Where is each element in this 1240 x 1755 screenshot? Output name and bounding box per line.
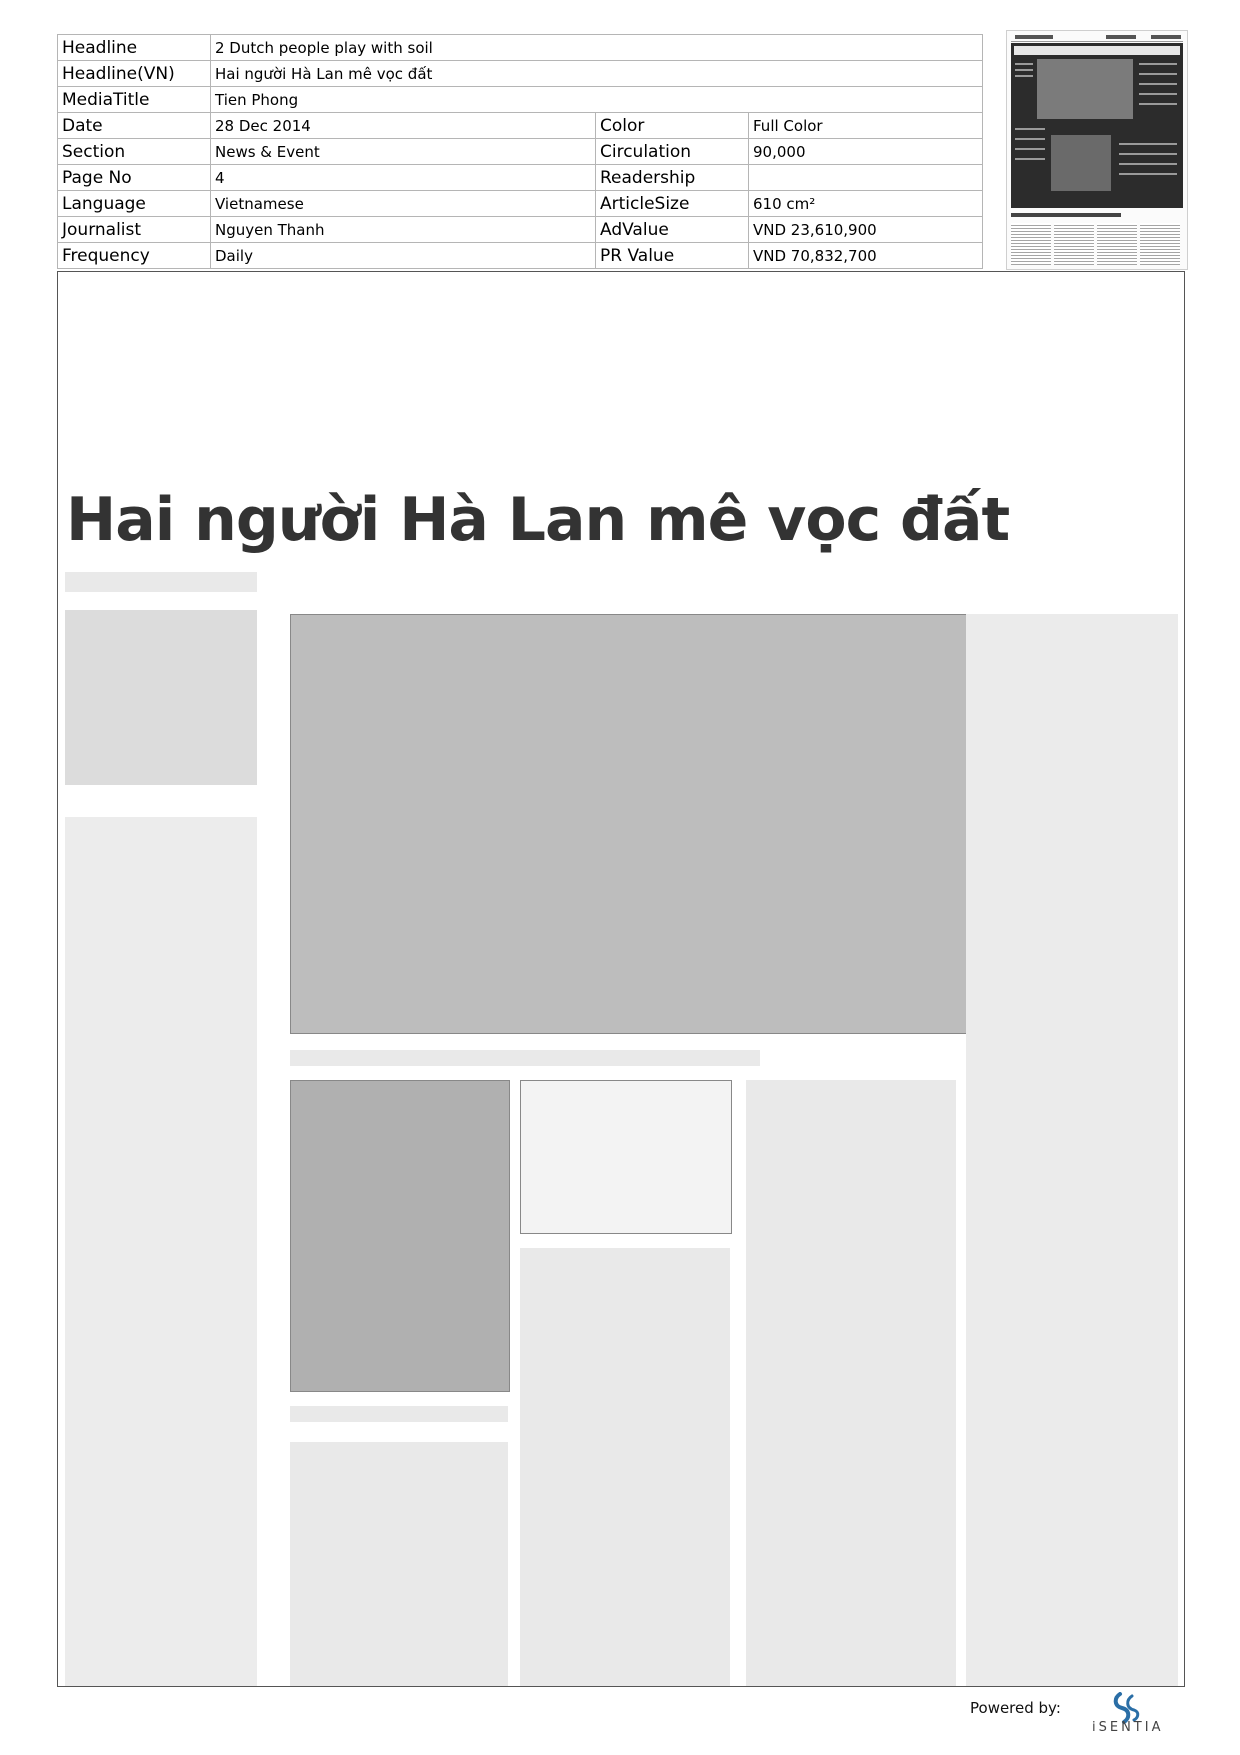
section-label: Section <box>58 139 211 165</box>
journalist-label: Journalist <box>58 217 211 243</box>
circulation-label: Circulation <box>596 139 749 165</box>
thumbnail-photo <box>1037 59 1133 119</box>
thumbnail-headline-bar <box>1014 46 1180 55</box>
circulation-value: 90,000 <box>749 139 983 165</box>
color-label: Color <box>596 113 749 139</box>
ad-value-label: AdValue <box>596 217 749 243</box>
thumbnail-text-column <box>1097 223 1137 265</box>
row-frequency <box>58 243 983 269</box>
language-value: Vietnamese <box>211 191 596 217</box>
headline-vn-label: Headline(VN) <box>58 61 211 87</box>
article-size-value: 610 cm² <box>749 191 983 217</box>
article-column-1-text <box>65 817 257 1687</box>
article-column-3-text <box>520 1248 730 1687</box>
row-headline-vn <box>58 61 983 87</box>
row-media-title <box>58 87 983 113</box>
frequency-label: Frequency <box>58 243 211 269</box>
thumbnail-text-column <box>1054 223 1094 265</box>
headline-label: Headline <box>58 35 211 61</box>
thumbnail-text-column <box>1011 223 1051 265</box>
article-column-5-text <box>966 614 1178 1687</box>
row-section <box>58 139 983 165</box>
main-photo-caption <box>290 1050 760 1066</box>
thumbnail-masthead <box>1011 34 1183 42</box>
pr-value-label: PR Value <box>596 243 749 269</box>
readership-value <box>749 165 983 191</box>
pull-quote-box <box>520 1080 732 1234</box>
readership-label: Readership <box>596 165 749 191</box>
date-label: Date <box>58 113 211 139</box>
frequency-value: Daily <box>211 243 596 269</box>
row-headline <box>58 35 983 61</box>
isentia-brand-text: iSENTIA <box>1092 1720 1164 1735</box>
metadata-table <box>57 34 983 269</box>
article-column-4-text <box>746 1080 956 1687</box>
thumbnail-secondary-headline <box>1011 213 1121 217</box>
second-photo <box>290 1080 510 1392</box>
language-label: Language <box>58 191 211 217</box>
pr-value-value: VND 70,832,700 <box>749 243 983 269</box>
byline <box>65 572 257 592</box>
thumbnail-feature-block <box>1011 43 1183 208</box>
date-value: 28 Dec 2014 <box>211 113 596 139</box>
thumbnail-text-column <box>1140 223 1180 265</box>
media-title-value: Tien Phong <box>211 87 983 113</box>
article-size-label: ArticleSize <box>596 191 749 217</box>
page-no-value: 4 <box>211 165 596 191</box>
thumbnail-photo <box>1051 135 1111 191</box>
page-no-label: Page No <box>58 165 211 191</box>
article-lead <box>65 610 257 785</box>
color-value: Full Color <box>749 113 983 139</box>
headline-vn-value: Hai người Hà Lan mê vọc đất <box>211 61 983 87</box>
ad-value-value: VND 23,610,900 <box>749 217 983 243</box>
article-column-2-text <box>290 1442 508 1687</box>
row-journalist <box>58 217 983 243</box>
powered-by-label: Powered by: <box>970 1699 1061 1717</box>
media-title-label: MediaTitle <box>58 87 211 113</box>
headline-value: 2 Dutch people play with soil <box>211 35 983 61</box>
clipping-title: Hai người Hà Lan mê vọc đất <box>66 485 1010 555</box>
article-clipping <box>57 271 1185 1687</box>
row-date <box>58 113 983 139</box>
main-photo <box>290 614 1050 1034</box>
section-value: News & Event <box>211 139 596 165</box>
journalist-value: Nguyen Thanh <box>211 217 596 243</box>
page-thumbnail <box>1006 30 1188 270</box>
second-photo-caption <box>290 1406 508 1422</box>
row-language <box>58 191 983 217</box>
row-page-no <box>58 165 983 191</box>
